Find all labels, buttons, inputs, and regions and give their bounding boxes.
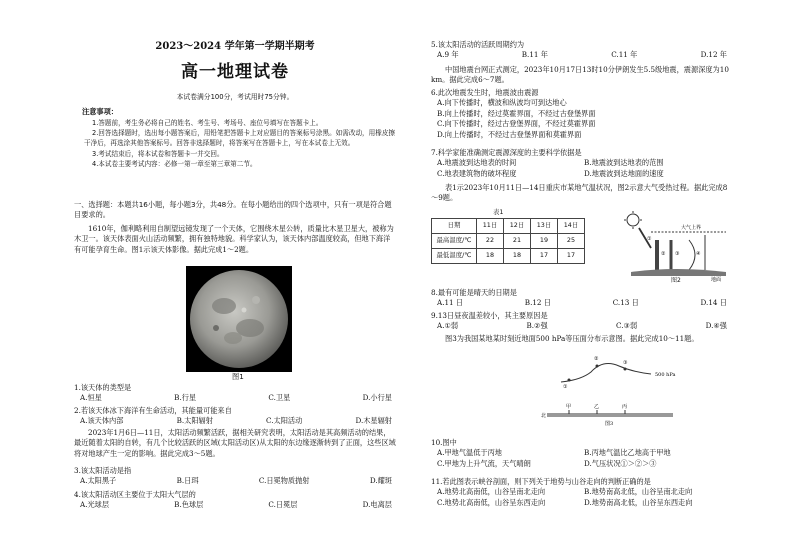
figure-3-caption: 图3 — [605, 421, 614, 426]
option: D.地势南高北低，山谷呈东西走向 — [584, 497, 693, 507]
option: B.太阳辐射 — [176, 416, 213, 426]
figure-3-diagram — [541, 344, 681, 426]
table-header: 14日 — [558, 219, 585, 234]
question-3: 3.该太阳活动是指 A.太阳黑子 B.日珥 C.日冕物质抛射 D.耀斑 — [74, 466, 392, 486]
table-1 — [431, 218, 585, 264]
fig2-label-ground: 地面 — [711, 277, 722, 283]
passage-1: 1610年，伽利略利用自制望远镜发现了一个天体，它围绕木星公转，质量比木星卫星大，被称为木卫一。该天体表面火山活动频繁，拥有独特地貌。科学家认为，该天体内部温度较高，但地下海洋有可能孕育生命。图1示该天体影像。据此完成1～2题。 — [74, 224, 394, 254]
notice-item: 2.回答选择题时，选出每小题答案后，用铅笔把答题卡上对应题目的答案标号涂黑。如需改动，用橡皮擦干净后，再选涂其他答案标号。回答非选择题时，将答案写在答题卡上，写在本试卷上无效。 — [84, 129, 396, 148]
option: C.太阳活动 — [266, 416, 303, 426]
option: C.11 年 — [611, 50, 638, 60]
option: C.地表建筑物的破坏程度 — [437, 168, 517, 178]
question-5: 5.该太阳活动的活跃周期约为 A.9 年 B.11 年 C.11 年 D.12 年 — [431, 40, 727, 60]
question-6: 6.此次地震发生时，地震波由震源 A.向下传播时，横波和纵波均可到达地心 B.向上传播时，经过莫霍界面，不经过古登堡界面 C.向下传播时，经过古登堡界面，不经过莫霍界面 D.向上传播时，不经过古登堡界面和莫霍界面 — [431, 88, 731, 140]
option: A.向下传播时，横波和纵波均可到达地心 — [437, 98, 567, 108]
option: D.电离层 — [362, 500, 392, 510]
question-7: 7.科学家能准确测定震源深度的主要科学依据是 A.地震波到达地表的时间 B.地震波到达地表的范围 C.地表建筑物的破坏程度 D.地震波到达地面的速度 — [431, 148, 731, 179]
option: D.12 年 — [700, 50, 727, 60]
option: D.气压状况①＞②＞③ — [584, 458, 657, 468]
option: B.地势南高北低，山谷呈南北走向 — [584, 487, 693, 497]
table-1-label: 表1 — [493, 208, 504, 216]
fig3-num: ③ — [623, 360, 628, 366]
option: A.恒星 — [80, 393, 102, 403]
option: B.行星 — [174, 393, 197, 403]
table-header: 日期 — [432, 219, 477, 234]
fig3-point: 丙 — [622, 404, 628, 410]
table-cell: 19 — [531, 234, 558, 249]
fig3-num: ② — [594, 356, 599, 362]
option: C.地势北高南低，山谷呈东西走向 — [437, 497, 546, 507]
option: B.丙地气温比乙地高于甲地 — [584, 448, 671, 458]
fig3-point: 乙 — [594, 404, 600, 410]
question-11: 11.若此图表示峡谷剖面，则下列关于地势与山谷走向的判断正确的是 A.地势北高南低，山谷呈南北走向 B.地势南高北低，山谷呈南北走向 C.地势北高南低，山谷呈东西走向 D.地势南高北低，山谷呈东西走向 — [431, 477, 731, 508]
table-row — [432, 219, 585, 234]
fig3-num: ① — [563, 384, 568, 390]
option: D.小行星 — [362, 393, 392, 403]
option: B.②强 — [526, 321, 548, 331]
fig2-num: ③ — [675, 251, 680, 257]
table-cell: 22 — [477, 234, 504, 249]
fig2-num: ② — [661, 251, 666, 257]
exam-meta: 本试卷满分100分，考试用时75分钟。 — [176, 93, 294, 101]
fig3-north: 北 — [541, 413, 547, 419]
table-cell: 18 — [477, 249, 504, 264]
option: C.③弱 — [616, 321, 638, 331]
option: D.14 日 — [700, 298, 727, 308]
table-cell: 最高温度/℃ — [432, 234, 477, 249]
table-header: 12日 — [504, 219, 531, 234]
option: D.向上传播时，不经过古登堡界面和莫霍界面 — [437, 129, 582, 139]
table-cell: 21 — [504, 234, 531, 249]
fig2-num: ① — [647, 236, 652, 242]
table-header: 13日 — [531, 219, 558, 234]
question-10: 10.图中 A.甲地气温低于丙地 B.丙地气温比乙地高于甲地 C.甲地为上升气流，天气晴朗 D.气压状况①＞②＞③ — [431, 438, 731, 469]
exam-year-title: 2023～2024 学年第一学期半期考 — [155, 41, 315, 52]
table-cell: 17 — [558, 249, 585, 264]
option: A.11 日 — [437, 298, 464, 308]
table-header: 11日 — [477, 219, 504, 234]
option: B.日珥 — [176, 476, 199, 486]
fig3-point: 甲 — [566, 404, 572, 410]
option: A.①弱 — [437, 321, 459, 331]
question-2: 2.若该天体冰下海洋有生命活动，其能量可能来自 A.该天体内部 B.太阳辐射 C.太阳活动 D.木星辐射 — [74, 406, 392, 426]
option: A.地震波到达地表的时间 — [437, 158, 517, 168]
left-column — [74, 0, 396, 557]
fig2-label-top: 大气上界 — [681, 225, 702, 231]
option: B.12 日 — [524, 298, 551, 308]
passage-5: 图3为我国某地某时刻近地面500 hPa等压面分布示意图。据此完成10～11题。 — [445, 334, 699, 343]
option: C.日冕层 — [268, 500, 298, 510]
option: D.木星辐射 — [355, 416, 392, 426]
question-9: 9.13日昼夜温差较小，其主要原因是 A.①弱 B.②强 C.③弱 D.④强 — [431, 311, 727, 331]
option: B.向上传播时，经过莫霍界面，不经过古登堡界面 — [437, 108, 596, 118]
option: D.地震波到达地面的速度 — [584, 168, 664, 178]
option: D.④强 — [705, 321, 727, 331]
fig3-isobar-label: 500 hPa — [655, 372, 676, 378]
notice-item: 3.考试结束后，将本试卷和答题卡一并交回。 — [92, 149, 224, 158]
option: B.地震波到达地表的范围 — [584, 158, 664, 168]
question-4: 4.该太阳活动区主要位于太阳大气层的 A.光球层 B.色球层 C.日冕层 D.电离层 — [74, 490, 392, 510]
option: D.耀斑 — [369, 476, 392, 486]
question-1: 1.该天体的类型是 A.恒星 B.行星 C.卫星 D.小行星 — [74, 383, 392, 403]
figure-2-diagram — [621, 210, 731, 285]
option: A.地势北高南低，山谷呈南北走向 — [437, 487, 546, 497]
section1-heading: 一、选择题：本题共16小题，每小题3分，共48分。在每小题给出的四个选项中，只有一项是符合题目要求的。 — [74, 200, 392, 220]
passage-3: 中国地震台网正式测定，2023年10月17日13时10分伊朗发生5.5级地震，震源深度为10 km。据此完成6～7题。 — [431, 65, 729, 85]
figure-2-caption: 图2 — [671, 277, 681, 284]
table-cell: 最低温度/℃ — [432, 249, 477, 264]
option: A.9 年 — [437, 50, 459, 60]
option: A.光球层 — [80, 500, 110, 510]
notice-item: 4.本试卷主要考试内容：必修一第一章至第三章第二节。 — [92, 159, 257, 168]
fig2-num: ④ — [696, 251, 701, 257]
table-cell: 18 — [504, 249, 531, 264]
moon-image — [186, 266, 292, 372]
table-row — [432, 234, 585, 249]
notice-item: 1.答题前，考生务必将自己的姓名、考生号、考场号、座位号填写在答题卡上。 — [92, 119, 323, 127]
notice-title: 注意事项： — [82, 107, 118, 116]
option: C.卫星 — [268, 393, 291, 403]
option: C.甲地为上升气流，天气晴朗 — [437, 458, 531, 468]
figure-1-caption: 图1 — [232, 372, 244, 381]
table-cell: 17 — [531, 249, 558, 264]
table-row — [432, 249, 585, 264]
right-column — [431, 0, 731, 557]
option: A.该天体内部 — [80, 416, 124, 426]
option: C.13 日 — [612, 298, 639, 308]
exam-subject-title: 高一地理试卷 — [181, 62, 289, 82]
option: C.向下传播时，经过古登堡界面，不经过莫霍界面 — [437, 119, 596, 129]
passage-4: 表1示2023年10月11日—14日重庆市某地气温状况，图2示意大气受热过程。据此完成8～9题。 — [431, 183, 728, 203]
option: A.甲地气温低于丙地 — [437, 448, 502, 458]
option: C.日冕物质抛射 — [258, 476, 310, 486]
passage-2: 2023年1月6日—11日，太阳活动频繁活跃，据相关研究表明，太阳活动是其高频活动的结果，最近随着太阳的自转，有几个比较活跃的区域(太阳活动区)从太阳的东边缘逐渐转到了正面，这些区域将对地球产生一定的影响。据此完成3～5题。 — [74, 428, 396, 458]
option: B.11 年 — [521, 50, 548, 60]
question-8: 8.最有可能是晴天的日期是 A.11 日 B.12 日 C.13 日 D.14 日 — [431, 288, 727, 308]
option: A.太阳黑子 — [80, 476, 117, 486]
notice-list — [84, 118, 396, 169]
option: B.色球层 — [174, 500, 204, 510]
table-cell: 25 — [558, 234, 585, 249]
